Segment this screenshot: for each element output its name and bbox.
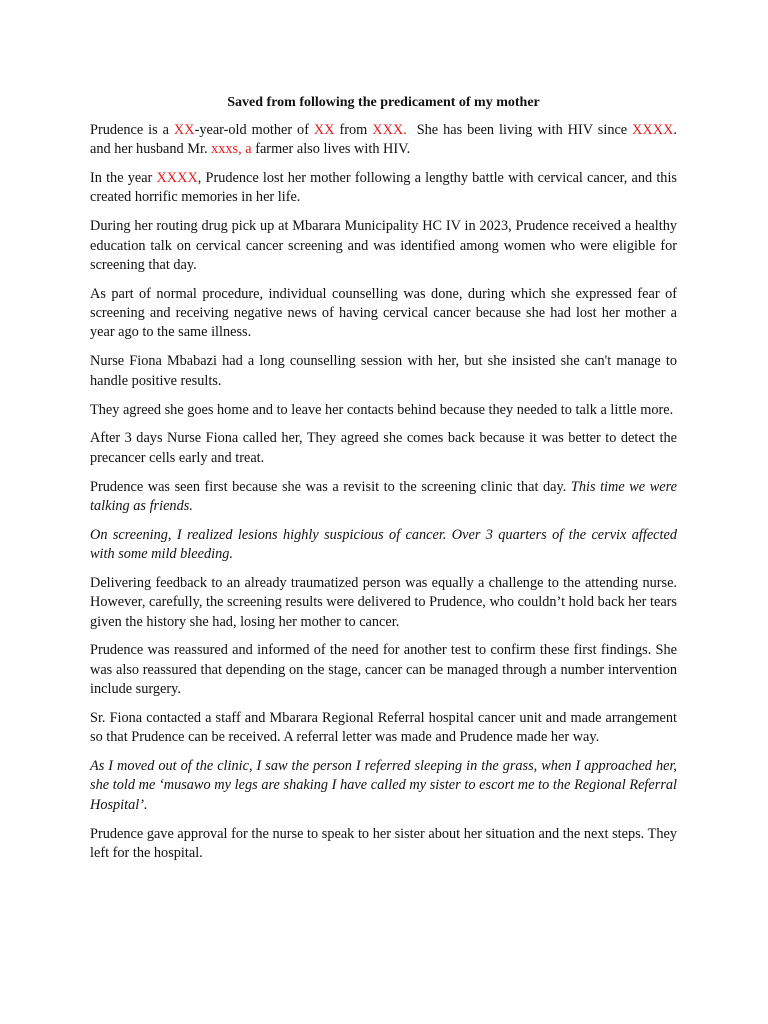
paragraph-3: During her routing drug pick up at Mbarara Municipality HC IV in 2023, Prudence received a healthy education talk on cervical cancer screening and was identified among women who were eligible for screening that day. bbox=[90, 218, 677, 273]
paragraph-11: Prudence was reassured and informed of the need for another test to confirm these first findings. She was also reassured that depending on the stage, cancer can be managed through a number intervention include surgery. bbox=[90, 642, 677, 698]
paragraph-13: As I moved out of the clinic, I saw the person I referred sleeping in the grass, when I approached her, she told me ‘musawo my legs are shaking I have called my sister to escort me to the Regional Referral Hospital’. bbox=[90, 758, 677, 813]
redacted-husband: xxxs, a bbox=[211, 141, 252, 158]
redacted-children: XX bbox=[313, 122, 335, 138]
redacted-year-2: XXXX bbox=[156, 170, 198, 187]
paragraph-10: Delivering feedback to an already traumatized person was equally a challenge to the attending nurse. However, carefully, the screening results were delivered to Prudence, who couldn’t hold back her tears given the history she had, losing her mother to cancer. bbox=[90, 574, 677, 630]
redacted-age: XX bbox=[173, 122, 195, 138]
paragraph-7: After 3 days Nurse Fiona called her, They agreed she comes back because it was better to detect the precancer cells early and treat. bbox=[90, 430, 677, 466]
paragraph-1: Prudence is a XX-year-old mother of XX from XXX. She has been living with HIV since XXXX. and her husband Mr. xxxs, a farmer also lives with HIV. bbox=[90, 122, 677, 158]
paragraph-6: They agreed she goes home and to leave her contacts behind because they needed to talk a little more. bbox=[90, 401, 674, 418]
redacted-year: XXXX bbox=[632, 122, 674, 138]
paragraph-8: Prudence was seen first because she was a revisit to the screening clinic that day. This time we were talking as friends. bbox=[90, 478, 677, 514]
paragraph-9: On screening, I realized lesions highly suspicious of cancer. Over 3 quarters of the cervix affected with some mild bleeding. bbox=[90, 526, 677, 563]
paragraph-5: Nurse Fiona Mbabazi had a long counselling session with her, but she insisted she can't manage to handle positive results. bbox=[90, 353, 677, 389]
paragraph-14: Prudence gave approval for the nurse to speak to her sister about her situation and the next steps. They left for the hospital. bbox=[90, 825, 677, 861]
document-title: Saved from following the predicament of my mother bbox=[227, 95, 540, 110]
italic-quote: This time we were talking as friends. bbox=[90, 478, 677, 514]
paragraph-2: In the year XXXX, Prudence lost her mother following a lengthy battle with cervical cancer, and this created horrific memories in her life. bbox=[90, 170, 677, 206]
paragraph-12: Sr. Fiona contacted a staff and Mbarara Regional Referral hospital cancer unit and made arrangement so that Prudence can be received. A referral letter was made and Prudence made her way. bbox=[90, 709, 677, 746]
paragraph-4: As part of normal procedure, individual counselling was done, during which she expressed fear of screening and receiving negative news of having cervical cancer because she had lost her mother a year ago to the same illness. bbox=[90, 285, 677, 341]
redacted-place: XXX. bbox=[372, 122, 407, 138]
